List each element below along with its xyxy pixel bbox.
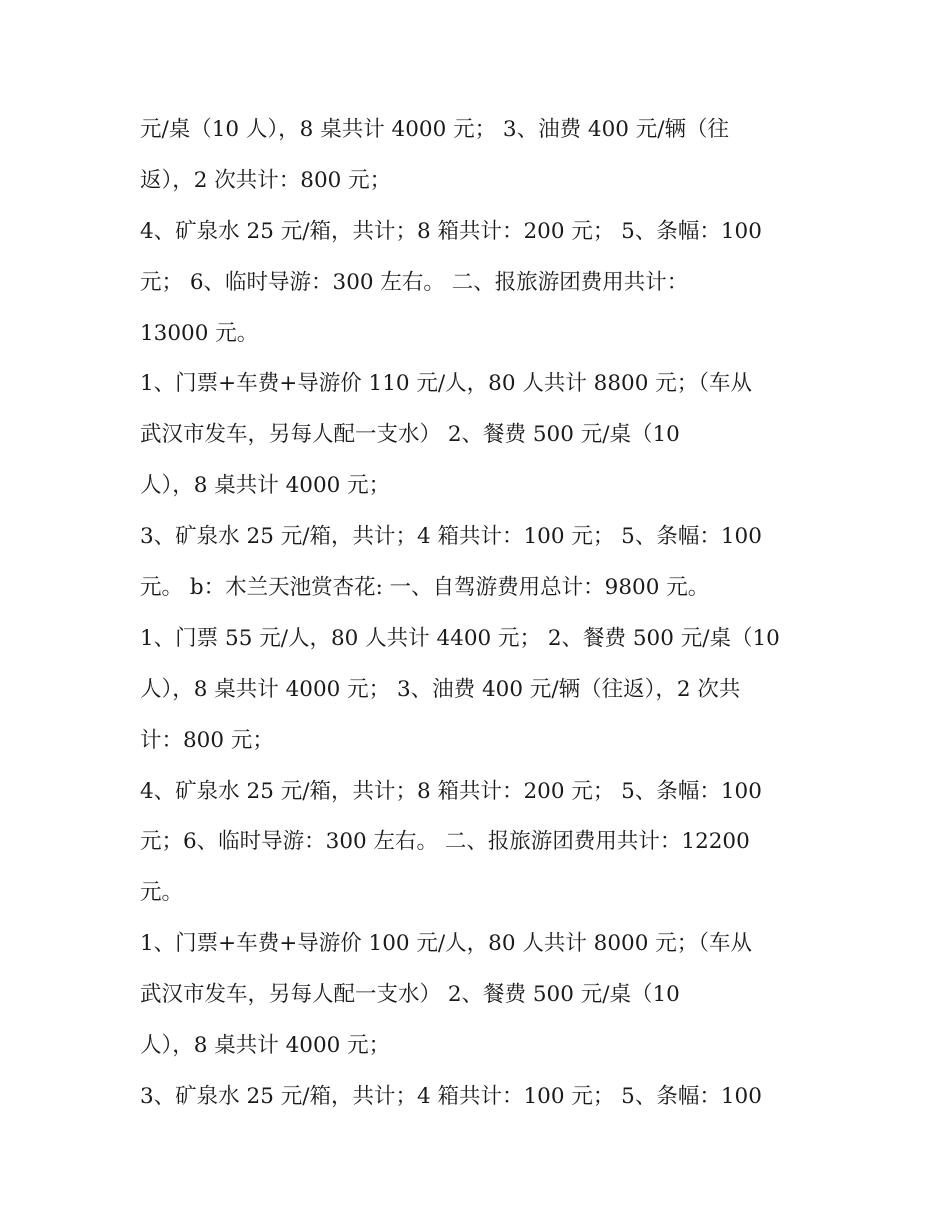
text-line: 1、门票 55 元/人，80 人共计 4400 元； 2、餐费 500 元/桌（10 — [140, 625, 780, 651]
text-line: 3、矿泉水 25 元/箱，共计；4 箱共计：100 元； 5、条幅：100 — [140, 524, 762, 550]
text-line: 元； 6、临时导游：300 左右。 二、报旅游团费用共计： — [140, 269, 689, 295]
text-line: 人），8 桌共计 4000 元； — [140, 473, 391, 499]
text-line: 计：800 元； — [140, 727, 274, 753]
text-line: 4、矿泉水 25 元/箱，共计；8 箱共计：200 元； 5、条幅：100 — [140, 218, 762, 244]
text-line: 武汉市发车，另每人配一支水） 2、餐费 500 元/桌（10 — [140, 422, 680, 448]
text-line: 武汉市发车，另每人配一支水） 2、餐费 500 元/桌（10 — [140, 982, 680, 1008]
text-line: 人），8 桌共计 4000 元； — [140, 1033, 391, 1059]
text-line: 元/桌（10 人），8 桌共计 4000 元； 3、油费 400 元/辆（往 — [140, 117, 730, 142]
text-line: 13000 元。 — [140, 320, 259, 346]
text-line: 元。 — [140, 880, 184, 906]
document-body — [140, 105, 820, 1123]
text-line: 元。 b：木兰天池赏杏花: 一、自驾游费用总计：9800 元。 — [140, 575, 710, 601]
text-line: 1、门票+车费+导游价 110 元/人，80 人共计 8800 元；（车从 — [140, 371, 752, 397]
text-line: 4、矿泉水 25 元/箱，共计；8 箱共计：200 元； 5、条幅：100 — [140, 778, 762, 804]
text-line: 人），8 桌共计 4000 元； 3、油费 400 元/辆（往返），2 次共 — [140, 676, 741, 702]
text-line: 1、门票+车费+导游价 100 元/人，80 人共计 8000 元；（车从 — [140, 931, 752, 957]
text-line: 元；6、临时导游：300 左右。 二、报旅游团费用共计：12200 — [140, 829, 750, 855]
text-line: 返），2 次共计：800 元； — [140, 167, 392, 193]
text-line: 3、矿泉水 25 元/箱，共计；4 箱共计：100 元； 5、条幅：100 — [140, 1083, 762, 1109]
